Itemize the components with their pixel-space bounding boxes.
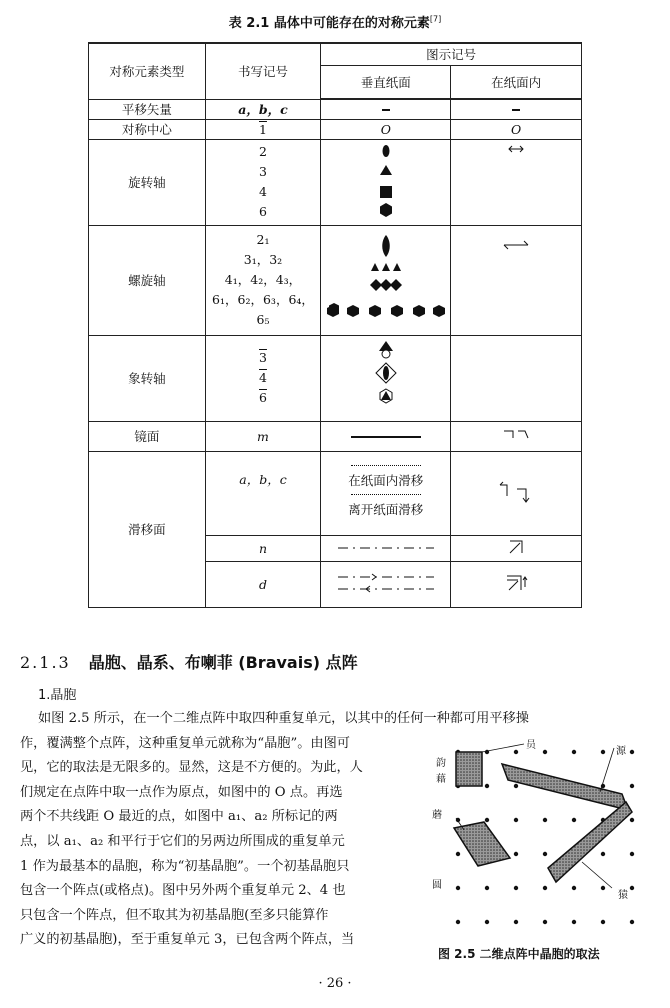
row-glide-n-perp — [321, 535, 451, 561]
row-translation-notation: a，b，c — [205, 99, 321, 119]
row-glide-d-inplane — [451, 561, 582, 607]
row-center-perp: O — [321, 119, 451, 139]
fig-label-6: 圆 — [432, 880, 442, 891]
lattice-point — [543, 886, 547, 890]
row-rotation-inplane — [451, 139, 582, 225]
half-arrow-icon — [502, 238, 530, 252]
dash-dot-line — [336, 543, 436, 553]
fig-label-7: 猿 — [618, 890, 628, 901]
paragraph-line-8: 只包含一个阵点，但不取其为初基晶胞(至多只能算作 — [20, 908, 329, 923]
table-caption: 表 2.1 晶体中可能存在的对称元素[7] — [228, 14, 442, 31]
header-inplane: 在纸面内 — [451, 65, 582, 99]
row-glide-abc-perp: 在纸面内滑移 离开纸面滑移 — [321, 451, 451, 535]
paragraph-line-1: 作，覆满整个点阵，这种重复单元就称为“晶胞”。由图可 — [20, 736, 350, 751]
symmetry-elements-table — [88, 42, 582, 608]
header-notation: 书写记号 — [205, 43, 321, 99]
lattice-point — [630, 784, 634, 788]
row-rotoinversion-perp — [321, 335, 451, 421]
unit-cell-4 — [548, 802, 632, 882]
fig-label-2: 源 — [616, 746, 626, 757]
rotoinversion-symbols — [366, 337, 406, 417]
dash-mark — [512, 109, 520, 111]
lattice-point — [485, 920, 489, 924]
lattice-point — [514, 852, 518, 856]
unit-cell-1 — [456, 752, 482, 786]
header-perp: 垂直纸面 — [321, 65, 451, 99]
row-center-notation: 1 — [205, 119, 321, 139]
lattice-point — [514, 818, 518, 822]
lattice-point — [485, 886, 489, 890]
diagonal-glide-icon — [506, 538, 526, 556]
section-heading: 2.1.3 晶胞、晶系、布喇菲 (Bravais) 点阵 — [20, 653, 358, 672]
figure-caption: 图 2.5 二维点阵中晶胞的取法 — [438, 947, 600, 961]
row-mirror-inplane — [451, 421, 582, 451]
lattice-point — [543, 852, 547, 856]
paragraph-line-9: 广义的初基晶胞)，至于重复单元 3，已包含两个阵点，当 — [20, 932, 355, 947]
paragraph-line-4: 两个不共线距 O 最近的点，如图中 a₁、a₂ 所标记的两 — [20, 809, 338, 824]
lattice-point — [514, 750, 518, 754]
diamond-glide-lines — [336, 569, 436, 597]
row-screw-perp — [321, 225, 451, 335]
row-screw-inplane — [451, 225, 582, 335]
mirror-inplane-icon — [501, 429, 531, 441]
lattice-figure — [430, 738, 660, 938]
lattice-point — [543, 920, 547, 924]
unit-cell-2 — [502, 764, 628, 810]
lattice-point — [485, 784, 489, 788]
lattice-point — [543, 818, 547, 822]
mirror-line — [351, 436, 421, 438]
lattice-point — [572, 750, 576, 754]
dotted-line — [351, 494, 421, 495]
glide-inplane-icon — [496, 480, 536, 504]
lattice-point — [485, 818, 489, 822]
lattice-point — [572, 886, 576, 890]
row-center-inplane: O — [451, 119, 582, 139]
row-mirror-type: 镜面 — [89, 421, 206, 451]
lattice-point — [601, 920, 605, 924]
paragraph-line-2: 见，它的取法是无限多的。显然，这是不方便的。为此，人 — [20, 760, 363, 775]
row-glide-d-perp — [321, 561, 451, 607]
row-translation-inplane — [451, 99, 582, 119]
row-center-type: 对称中心 — [89, 119, 206, 139]
lattice-point — [601, 886, 605, 890]
header-graphic: 图示记号 — [321, 43, 582, 65]
row-glide-type: 滑移面 — [89, 451, 206, 607]
lattice-point — [630, 852, 634, 856]
paragraph-line-3: 们规定在点阵中取一点作为原点，如图中的 O 点。再选 — [20, 785, 343, 800]
row-rotoinversion-notation: 3 4 6 — [205, 335, 321, 421]
row-rotoinversion-type: 象转轴 — [89, 335, 206, 421]
row-glide-n-notation: n — [205, 535, 321, 561]
lattice-point — [601, 750, 605, 754]
paragraph-line-7: 包含一个阵点(或格点)。图中另外两个重复单元 2、4 也 — [20, 883, 346, 898]
row-rotation-perp — [321, 139, 451, 225]
row-screw-notation: 2₁ 3₁，3₂ 4₁，4₂，4₃， 6₁，6₂，6₃，6₄，6₅ — [205, 225, 321, 335]
row-mirror-notation: m — [205, 421, 321, 451]
row-glide-d-notation: d — [205, 561, 321, 607]
lattice-point — [514, 920, 518, 924]
lattice-point — [630, 886, 634, 890]
screw-axis-symbols — [324, 233, 448, 325]
row-rotation-type: 旋转轴 — [89, 139, 206, 225]
row-glide-abc-notation: a，b，c — [205, 451, 321, 535]
lattice-point — [456, 920, 460, 924]
fig-label-4: 藉 — [436, 774, 446, 785]
row-mirror-perp — [321, 421, 451, 451]
header-type: 对称元素类型 — [89, 43, 206, 99]
paragraph-line-6: 1 作为最基本的晶胞，称为“初基晶胞”。一个初基晶胞只 — [20, 859, 350, 874]
dotted-line — [351, 465, 421, 466]
lattice-point — [630, 920, 634, 924]
lattice-point — [456, 886, 460, 890]
row-rotation-notation: 2 3 4 6 — [205, 139, 321, 225]
paragraph-line-5: 点，以 a₁、a₂ 和平行于它们的另两边所围成的重复单元 — [20, 834, 345, 849]
double-arrow-icon — [506, 142, 526, 156]
row-glide-abc-inplane — [451, 451, 582, 535]
row-rotoinversion-inplane — [451, 335, 582, 421]
fig-label-5: 蘑 — [432, 810, 442, 821]
page-number: · 26 · — [318, 976, 352, 991]
lattice-point — [514, 886, 518, 890]
paragraph-line-0: 如图 2.5 所示，在一个二维点阵中取四种重复单元，以其中的任何一种都可用平移操 — [38, 711, 529, 726]
lattice-point — [514, 784, 518, 788]
lattice-point — [572, 818, 576, 822]
lattice-point — [601, 852, 605, 856]
lattice-point — [456, 852, 460, 856]
subsection-heading: 1.晶胞 — [38, 688, 77, 703]
fig-label-3: 韵 — [436, 758, 446, 769]
lattice-point — [543, 750, 547, 754]
rotation-axis-symbols — [366, 141, 406, 221]
row-translation-perp — [321, 99, 451, 119]
row-glide-n-inplane — [451, 535, 582, 561]
dash-mark — [382, 109, 390, 111]
row-screw-type: 螺旋轴 — [89, 225, 206, 335]
d-glide-inplane-icon — [504, 572, 528, 594]
fig-label-1: 员 — [526, 740, 536, 751]
lattice-point — [572, 920, 576, 924]
lattice-point — [630, 818, 634, 822]
lattice-point — [630, 750, 634, 754]
row-translation-type: 平移矢量 — [89, 99, 206, 119]
unit-cell-3 — [454, 822, 510, 866]
